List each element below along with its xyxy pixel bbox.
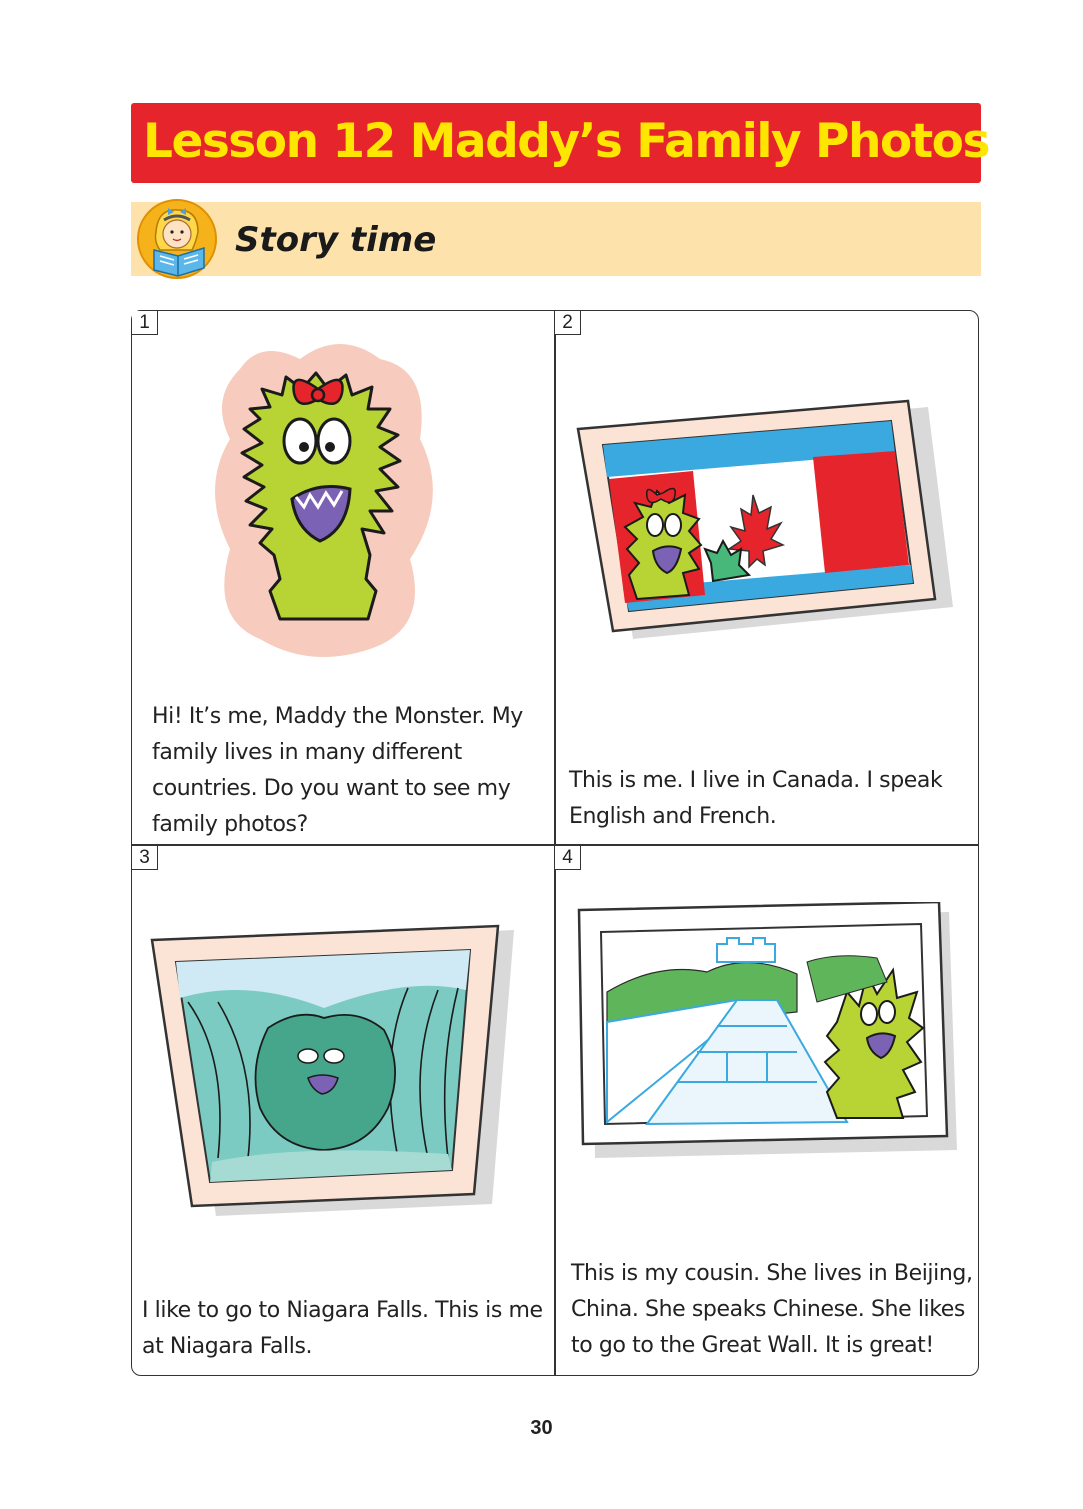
title-bar bbox=[131, 103, 989, 183]
panel-caption: Hi! It’s me, Maddy the Monster. My family lives in many different countries. Do you want to see my family photos? bbox=[152, 704, 523, 837]
panel-number: 2 bbox=[555, 311, 581, 335]
canada-flag-photo-icon bbox=[573, 399, 953, 639]
girl-reading-book-icon bbox=[134, 198, 220, 280]
story-panel-1 bbox=[132, 311, 554, 844]
section-label: Story time bbox=[235, 220, 437, 260]
panel-caption: This is my cousin. She lives in Beijing, China. She speaks Chinese. She likes to go to the Great Wall. It is great! bbox=[571, 1261, 973, 1358]
page-number: 30 bbox=[530, 1417, 553, 1439]
story-panel-3 bbox=[132, 846, 554, 1375]
great-wall-photo-icon bbox=[577, 902, 967, 1162]
lesson-title: Lesson 12 Maddy’s Family Photos bbox=[143, 114, 989, 169]
story-grid bbox=[131, 310, 979, 1376]
panel-caption: This is me. I live in Canada. I speak English and French. bbox=[569, 768, 943, 829]
panel-number: 1 bbox=[132, 311, 158, 335]
panel-caption: I like to go to Niagara Falls. This is me at Niagara Falls. bbox=[142, 1298, 543, 1359]
niagara-falls-photo-icon bbox=[148, 918, 528, 1218]
section-bar bbox=[131, 202, 981, 276]
story-panel-2 bbox=[555, 311, 979, 844]
story-panel-4 bbox=[555, 846, 979, 1375]
maddy-monster-icon bbox=[200, 329, 450, 669]
panel-number: 3 bbox=[132, 846, 158, 870]
panel-number: 4 bbox=[555, 846, 581, 870]
